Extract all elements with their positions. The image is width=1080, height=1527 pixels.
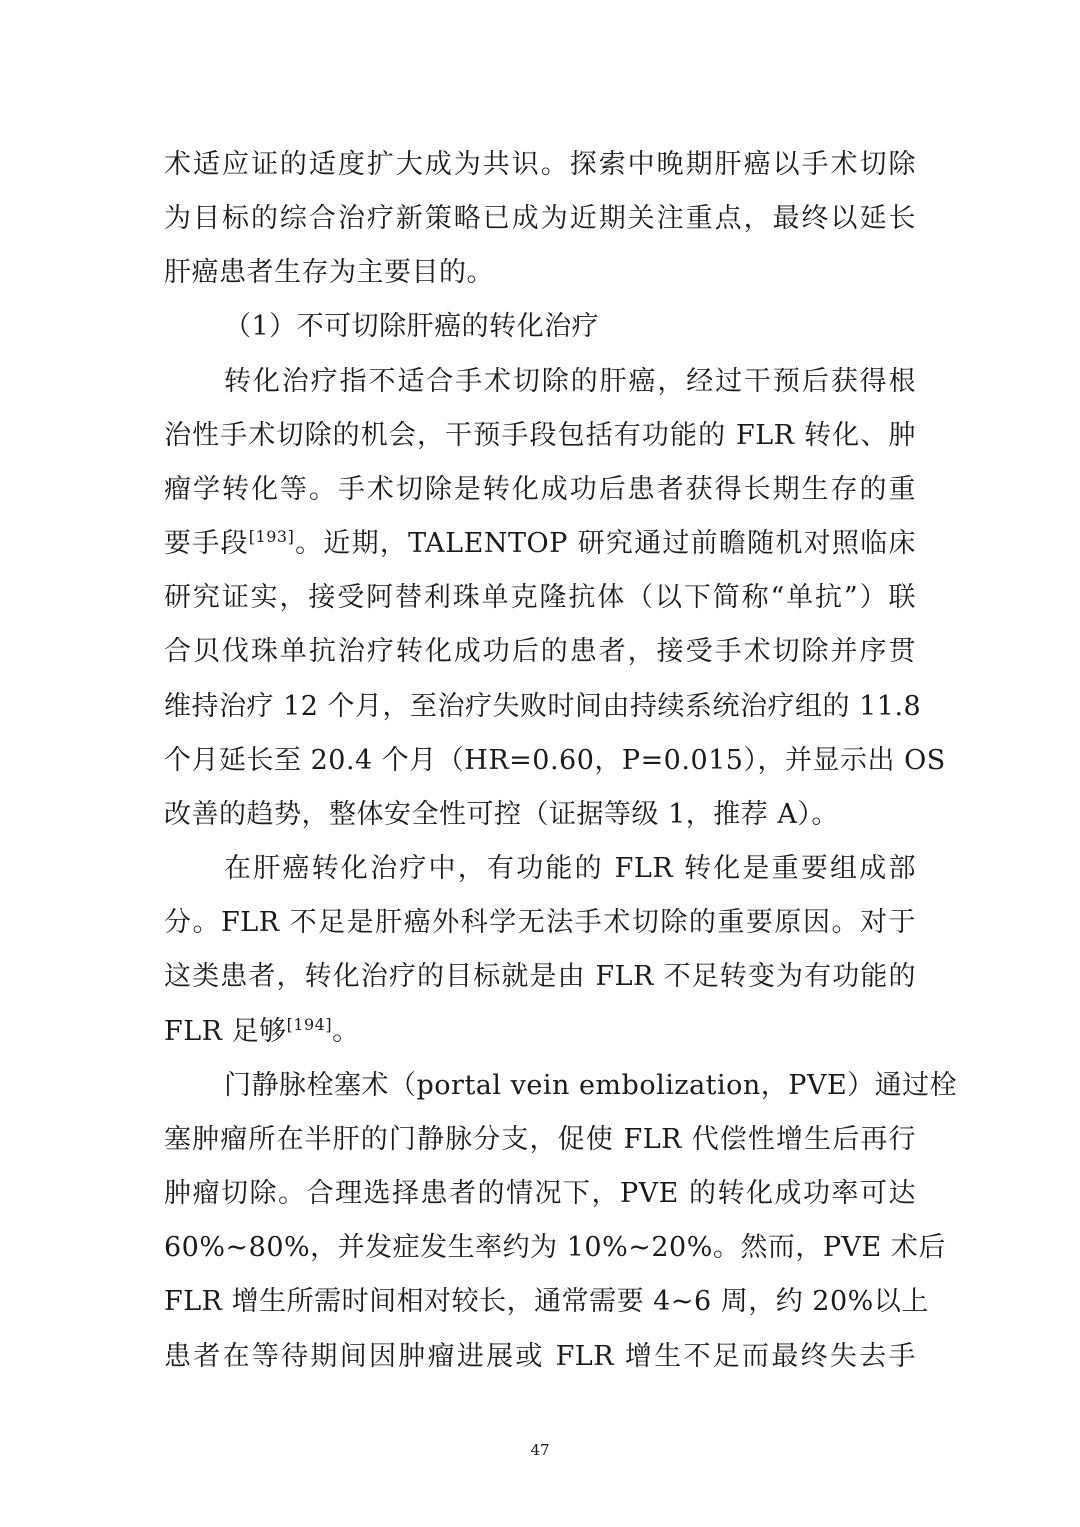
- paragraph-line: 60%~80%，并发症发生率约为 10%~20%。然而，PVE 术后: [164, 1232, 946, 1263]
- paragraph-line: FLR 足够[194]。: [164, 1015, 360, 1047]
- paragraph-line: 肿瘤切除。合理选择患者的情况下，PVE 的转化成功率可达: [164, 1178, 916, 1209]
- paragraph-line: 门静脉栓塞术（portal vein embolization，PVE）通过栓: [224, 1070, 958, 1101]
- section-heading: （1）不可切除肝癌的转化治疗: [224, 311, 600, 342]
- paragraph-line: 改善的趋势，整体安全性可控（证据等级 1，推荐 A）。: [164, 799, 839, 830]
- paragraph-line: 患者在等待期间因肿瘤进展或 FLR 增生不足而最终失去手: [164, 1341, 916, 1372]
- page-number: 47: [530, 1441, 550, 1459]
- paragraph-line: 研究证实，接受阿替利珠单克隆抗体（以下简称“单抗”）联: [164, 582, 916, 613]
- paragraph-line: 术适应证的适度扩大成为共识。探索中晚期肝癌以手术切除: [164, 149, 916, 180]
- paragraph-line: 个月延长至 20.4 个月（HR=0.60，P=0.015），并显示出 OS: [164, 745, 946, 776]
- citation-reference: [194]: [286, 1015, 333, 1034]
- paragraph-line: 塞肿瘤所在半肝的门静脉分支，促使 FLR 代偿性增生后再行: [164, 1124, 916, 1155]
- citation-reference: [193]: [248, 527, 295, 546]
- paragraph-line: 合贝伐珠单抗治疗转化成功后的患者，接受手术切除并序贯: [164, 636, 916, 667]
- paragraph-line: 为目标的综合治疗新策略已成为近期关注重点，最终以延长: [164, 203, 916, 234]
- paragraph-line: FLR 增生所需时间相对较长，通常需要 4~6 周，约 20%以上: [164, 1286, 929, 1317]
- paragraph-line: 瘤学转化等。手术切除是转化成功后患者获得长期生存的重: [164, 474, 916, 505]
- paragraph-line: 在肝癌转化治疗中，有功能的 FLR 转化是重要组成部: [224, 853, 916, 884]
- paragraph-line: 要手段[193]。近期，TALENTOP 研究通过前瞻随机对照临床: [164, 527, 916, 559]
- paragraph-line: 分。FLR 不足是肝癌外科学无法手术切除的重要原因。对于: [164, 907, 916, 938]
- paragraph-line: 治性手术切除的机会，干预手段包括有功能的 FLR 转化、肿: [164, 420, 916, 451]
- paragraph-line: 肝癌患者生存为主要目的。: [164, 257, 494, 288]
- paragraph-line: 维持治疗 12 个月，至治疗失败时间由持续系统治疗组的 11.8: [164, 691, 922, 722]
- paragraph-line: 这类患者，转化治疗的目标就是由 FLR 不足转变为有功能的: [164, 961, 916, 992]
- paragraph-line: 转化治疗指不适合手术切除的肝癌，经过干预后获得根: [224, 366, 916, 397]
